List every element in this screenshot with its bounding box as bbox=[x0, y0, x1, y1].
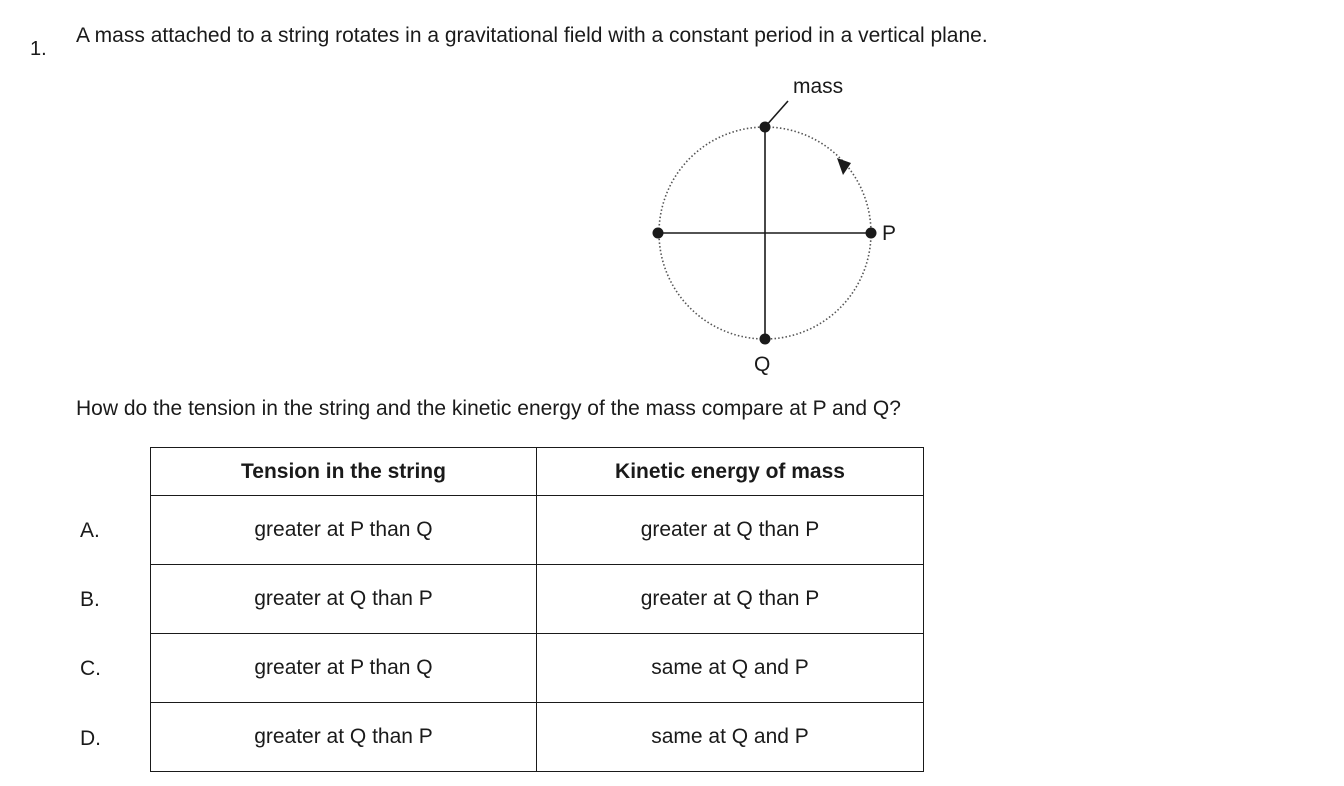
option-d-tension: greater at Q than P bbox=[151, 703, 537, 772]
point-left-dot bbox=[653, 228, 664, 239]
circular-motion-diagram bbox=[620, 62, 920, 382]
option-c-tension: greater at P than Q bbox=[151, 634, 537, 703]
option-letter-b: B. bbox=[80, 588, 100, 611]
option-letter-c: C. bbox=[80, 657, 101, 680]
option-letter-d: D. bbox=[80, 727, 101, 750]
option-a-kinetic: greater at Q than P bbox=[537, 496, 924, 565]
answer-table bbox=[150, 447, 924, 772]
point-p-label: P bbox=[882, 222, 897, 245]
question-stem: A mass attached to a string rotates in a gravitational field with a constant period in a vertical plane. bbox=[76, 24, 988, 47]
table-row bbox=[151, 496, 924, 565]
table-header-row bbox=[151, 448, 924, 496]
point-p-dot bbox=[866, 228, 877, 239]
option-a-tension: greater at P than Q bbox=[151, 496, 537, 565]
direction-arrow-icon bbox=[837, 158, 851, 175]
option-b-tension: greater at Q than P bbox=[151, 565, 537, 634]
header-tension: Tension in the string bbox=[151, 448, 537, 496]
question-prompt: How do the tension in the string and the kinetic energy of the mass compare at P and Q? bbox=[76, 397, 901, 420]
mass-label: mass bbox=[793, 75, 844, 98]
option-letter-a: A. bbox=[80, 519, 100, 542]
table-row bbox=[151, 565, 924, 634]
table-row bbox=[151, 703, 924, 772]
question-number: 1. bbox=[30, 38, 47, 60]
header-kinetic: Kinetic energy of mass bbox=[537, 448, 924, 496]
point-q-label: Q bbox=[754, 353, 771, 376]
table-row bbox=[151, 634, 924, 703]
option-c-kinetic: same at Q and P bbox=[537, 634, 924, 703]
mass-dot-top bbox=[760, 122, 771, 133]
point-q-dot bbox=[760, 334, 771, 345]
option-d-kinetic: same at Q and P bbox=[537, 703, 924, 772]
option-b-kinetic: greater at Q than P bbox=[537, 565, 924, 634]
